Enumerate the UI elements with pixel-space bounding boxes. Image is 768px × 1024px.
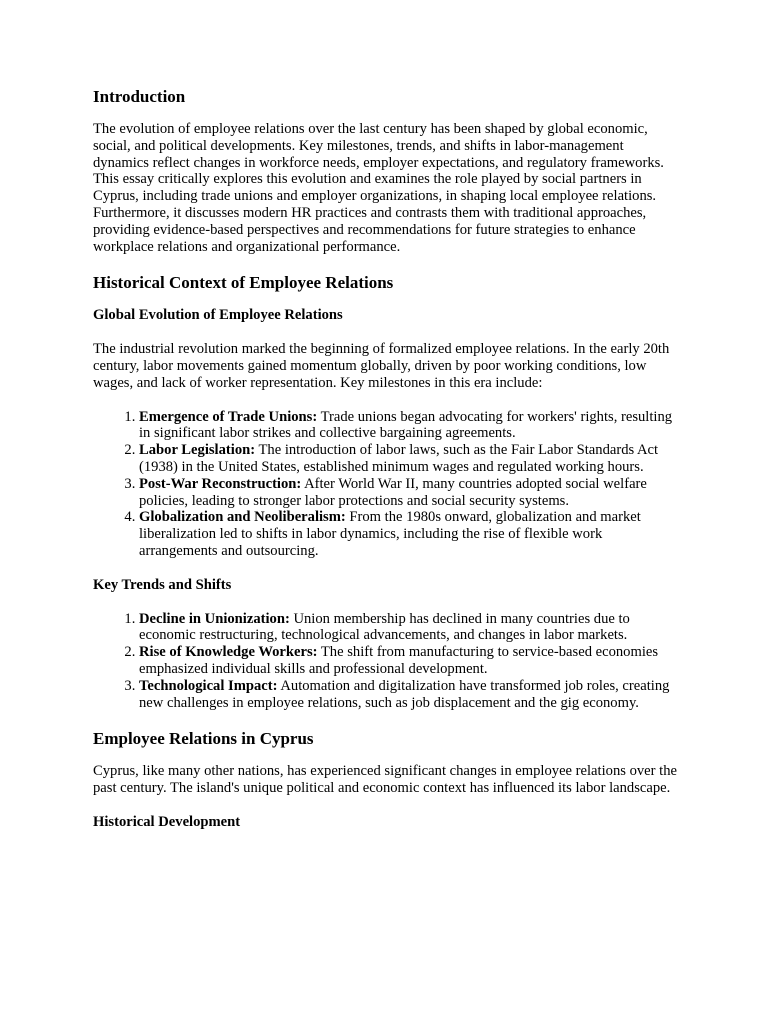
list-item (139, 409, 683, 443)
list-item-text: Trade unions began advocating for workers' rights, resulting in significant labor strikes and collective bargaining agreements. (139, 408, 673, 442)
list-item-term: Globalization and Neoliberalism: (139, 509, 346, 526)
list-item-term: Rise of Knowledge Workers: (139, 644, 318, 661)
list-item-term: Post-War Reconstruction: (139, 475, 302, 492)
list-item-text: After World War II, many countries adopted social welfare policies, leading to stronger labor protections and social security systems. (139, 475, 647, 509)
list-item-text: The shift from manufacturing to service-based economies emphasized individual skills and professional development. (139, 644, 659, 677)
list-item-term: Emergence of Trade Unions: (139, 408, 318, 425)
list-item (139, 644, 683, 678)
list-item-term: Decline in Unionization: (139, 610, 290, 627)
intro-heading: Introduction (93, 87, 186, 106)
global-evolution-paragraph: The industrial revolution marked the beginning of formalized employee relations. In the early 20th century, labor movements gained momentum globally, driven by poor working conditions, low wages, and lack of worker representation. Key milestones in this era include: (93, 341, 670, 391)
key-trends-subheading: Key Trends and Shifts (93, 576, 232, 593)
list-item-text: From the 1980s onward, globalization and market liberalization led to shifts in labor dynamics, including the rise of flexible work arrangements and outsourcing. (139, 509, 641, 559)
cyprus-heading: Employee Relations in Cyprus (93, 729, 314, 749)
historical-development-subheading: Historical Development (93, 813, 241, 830)
list-item (139, 476, 683, 510)
list-item-term: Technological Impact: (139, 677, 278, 694)
list-item-text: Automation and digitalization have transformed job roles, creating new challenges in employee relations, such as job displacement and the gig economy. (139, 677, 670, 711)
list-item-text: Union membership has declined in many countries due to economic restructuring, technological advancements, and changes in labor markets. (139, 610, 630, 644)
document-page (93, 86, 683, 848)
list-item (139, 678, 683, 712)
milestones-list (93, 409, 683, 560)
intro-paragraph: The evolution of employee relations over the last century has been shaped by global economic, social, and political developments. Key milestones, trends, and shifts in labor-management dynamics reflect changes in workforce needs, employer expectations, and regulatory frameworks. This essay critically explores this evolution and examines the role played by social partners in Cyprus, including trade unions and employer organizations, in shaping local employee relations. Furthermore, it discusses modern HR practices and contrasts them with traditional approaches, providing evidence-based perspectives and recommendations for future strategies to enhance workplace relations and organizational performance. (93, 121, 664, 255)
historical-heading: Historical Context of Employee Relations (93, 273, 394, 293)
list-item-term: Labor Legislation: (139, 442, 256, 459)
list-item (139, 611, 683, 645)
trends-list (93, 611, 683, 712)
global-evolution-subheading: Global Evolution of Employee Relations (93, 307, 343, 324)
cyprus-paragraph: Cyprus, like many other nations, has experienced significant changes in employee relations over the past century. The island's unique political and economic context has influenced its labor landscape. (93, 763, 677, 797)
list-item-text: The introduction of labor laws, such as the Fair Labor Standards Act (1938) in the United States, established minimum wages and regulated working hours. (139, 442, 659, 475)
list-item (139, 442, 683, 476)
list-item (139, 509, 683, 559)
